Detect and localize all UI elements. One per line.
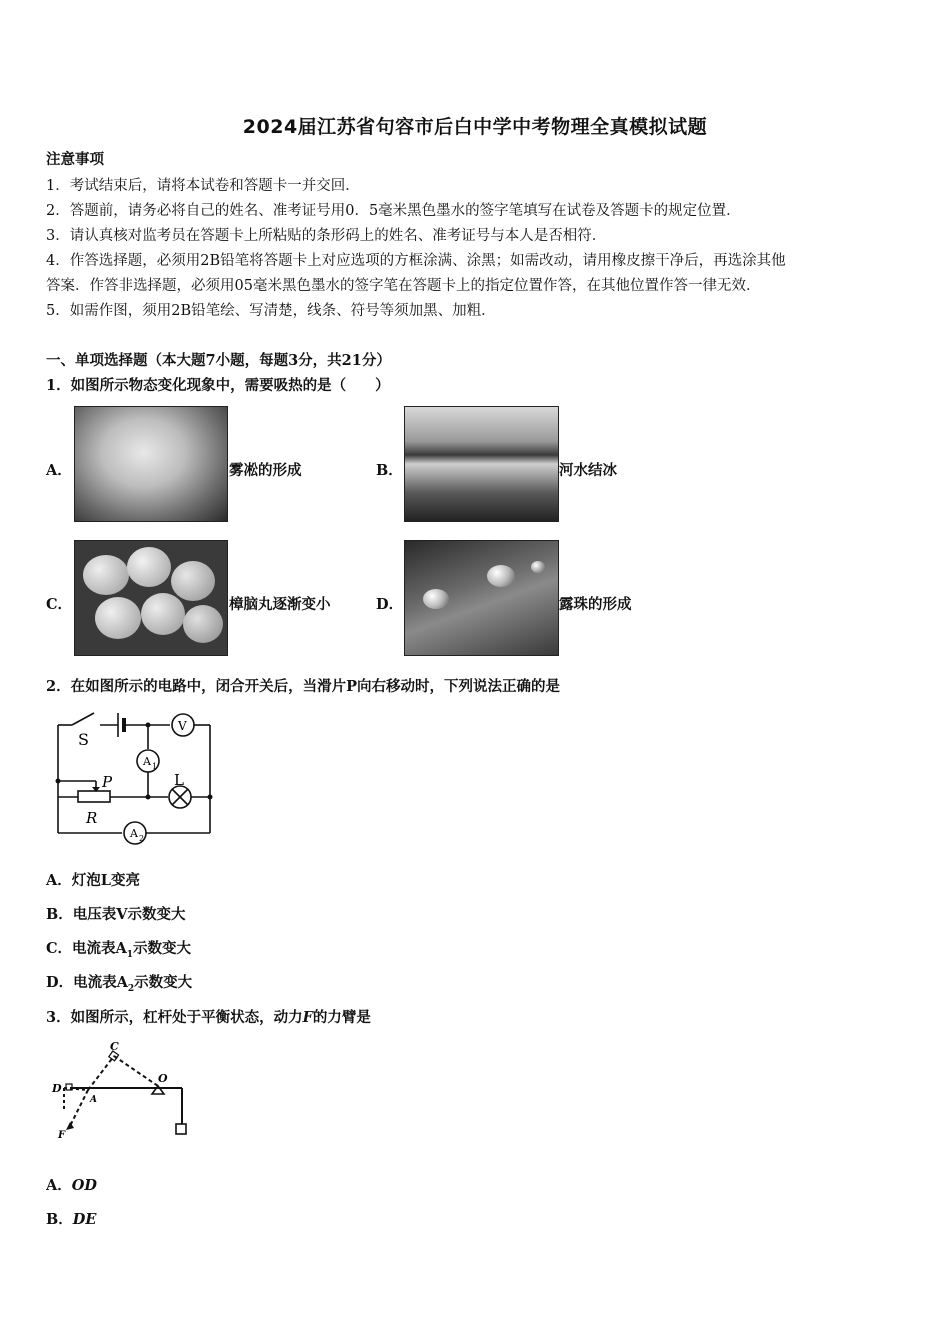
voltmeter-label: V (178, 719, 187, 733)
q2-option-b: B．电压表V示数变大 (46, 906, 186, 923)
q1-option-b-letter: B． (376, 462, 403, 479)
q1-option-a-text: 雾凇的形成 (229, 462, 302, 479)
switch-label: S (78, 730, 89, 749)
q1-option-c-letter: C． (46, 596, 73, 613)
q2-option-a: A．灯泡L变亮 (46, 872, 140, 889)
resistor-label: R (86, 809, 98, 827)
slider-label: P (102, 773, 113, 791)
lever-diagram (48, 1038, 198, 1142)
q1-option-a-letter: A． (46, 462, 72, 479)
lever-label-o: O (158, 1072, 168, 1085)
q3-stem: 3．如图所示，杠杆处于平衡状态，动力F的力臂是 (46, 1009, 371, 1026)
dewdrop-photo (404, 540, 559, 656)
ammeter2-label: A (130, 827, 138, 840)
notice-item-5: 5．如需作图，须用2B铅笔绘、写清楚，线条、符号等须加黑、加粗． (46, 303, 496, 319)
ammeter2-sub: 2 (139, 834, 145, 843)
rime-photo (74, 406, 228, 522)
lever-label-d: D (52, 1082, 62, 1095)
q2-option-c: C．电流表$A_1$示数变大 (46, 940, 192, 960)
mothball-photo (74, 540, 228, 656)
lever-label-a: A (90, 1095, 97, 1105)
q3-option-a: A．OD (46, 1177, 97, 1194)
page-title: 2024届江苏省句容市后白中学中考物理全真模拟试题 (242, 116, 708, 138)
q1-option-d-letter: D． (376, 596, 404, 613)
q3-option-b: B．DE (46, 1211, 97, 1228)
notice-item-3: 3．请认真核对监考员在答题卡上所粘贴的条形码上的姓名、准考证号与本人是否相符． (46, 228, 607, 244)
lever-label-f: F (58, 1130, 66, 1141)
section-heading: 一、单项选择题（本大题7小题，每题3分，共21分） (46, 352, 391, 369)
q2-stem: 2．在如图所示的电路中，闭合开关后，当滑片P向右移动时，下列说法正确的是 (46, 678, 560, 695)
ammeter1-sub: 1 (152, 762, 158, 771)
lever-label-c: C (110, 1040, 119, 1053)
q1-stem: 1．如图所示物态变化现象中，需要吸热的是（ ） (46, 377, 390, 394)
notice-item-4: 4．作答选择题，必须用2B铅笔将答题卡上对应选项的方框涂满、涂黑；如需改动，请用橡皮擦干净后，再选涂其他 (46, 253, 786, 269)
q1-option-d-text: 露珠的形成 (559, 596, 632, 613)
notice-heading: 注意事项 (46, 151, 104, 168)
q1-option-c-text: 樟脑丸逐渐变小 (229, 596, 331, 613)
q1-option-b-text: 河水结冰 (559, 462, 617, 479)
lamp-label: L (174, 771, 184, 789)
notice-item-4-cont: 答案．作答非选择题，必须用05毫米黑色墨水的签字笔在答题卡上的指定位置作答，在其他位置作答一律无效． (46, 278, 761, 294)
notice-item-2: 2．答题前，请务必将自己的姓名、准考证号用0．5毫米黑色墨水的签字笔填写在试卷及答题卡的规定位置． (46, 203, 741, 219)
q2-option-d: D．电流表$A_2$示数变大 (46, 974, 193, 994)
circuit-diagram (50, 705, 220, 851)
ammeter1-label: A (143, 755, 151, 768)
river-ice-photo (404, 406, 559, 522)
notice-item-1: 1．考试结束后，请将本试卷和答题卡一并交回． (46, 178, 360, 194)
